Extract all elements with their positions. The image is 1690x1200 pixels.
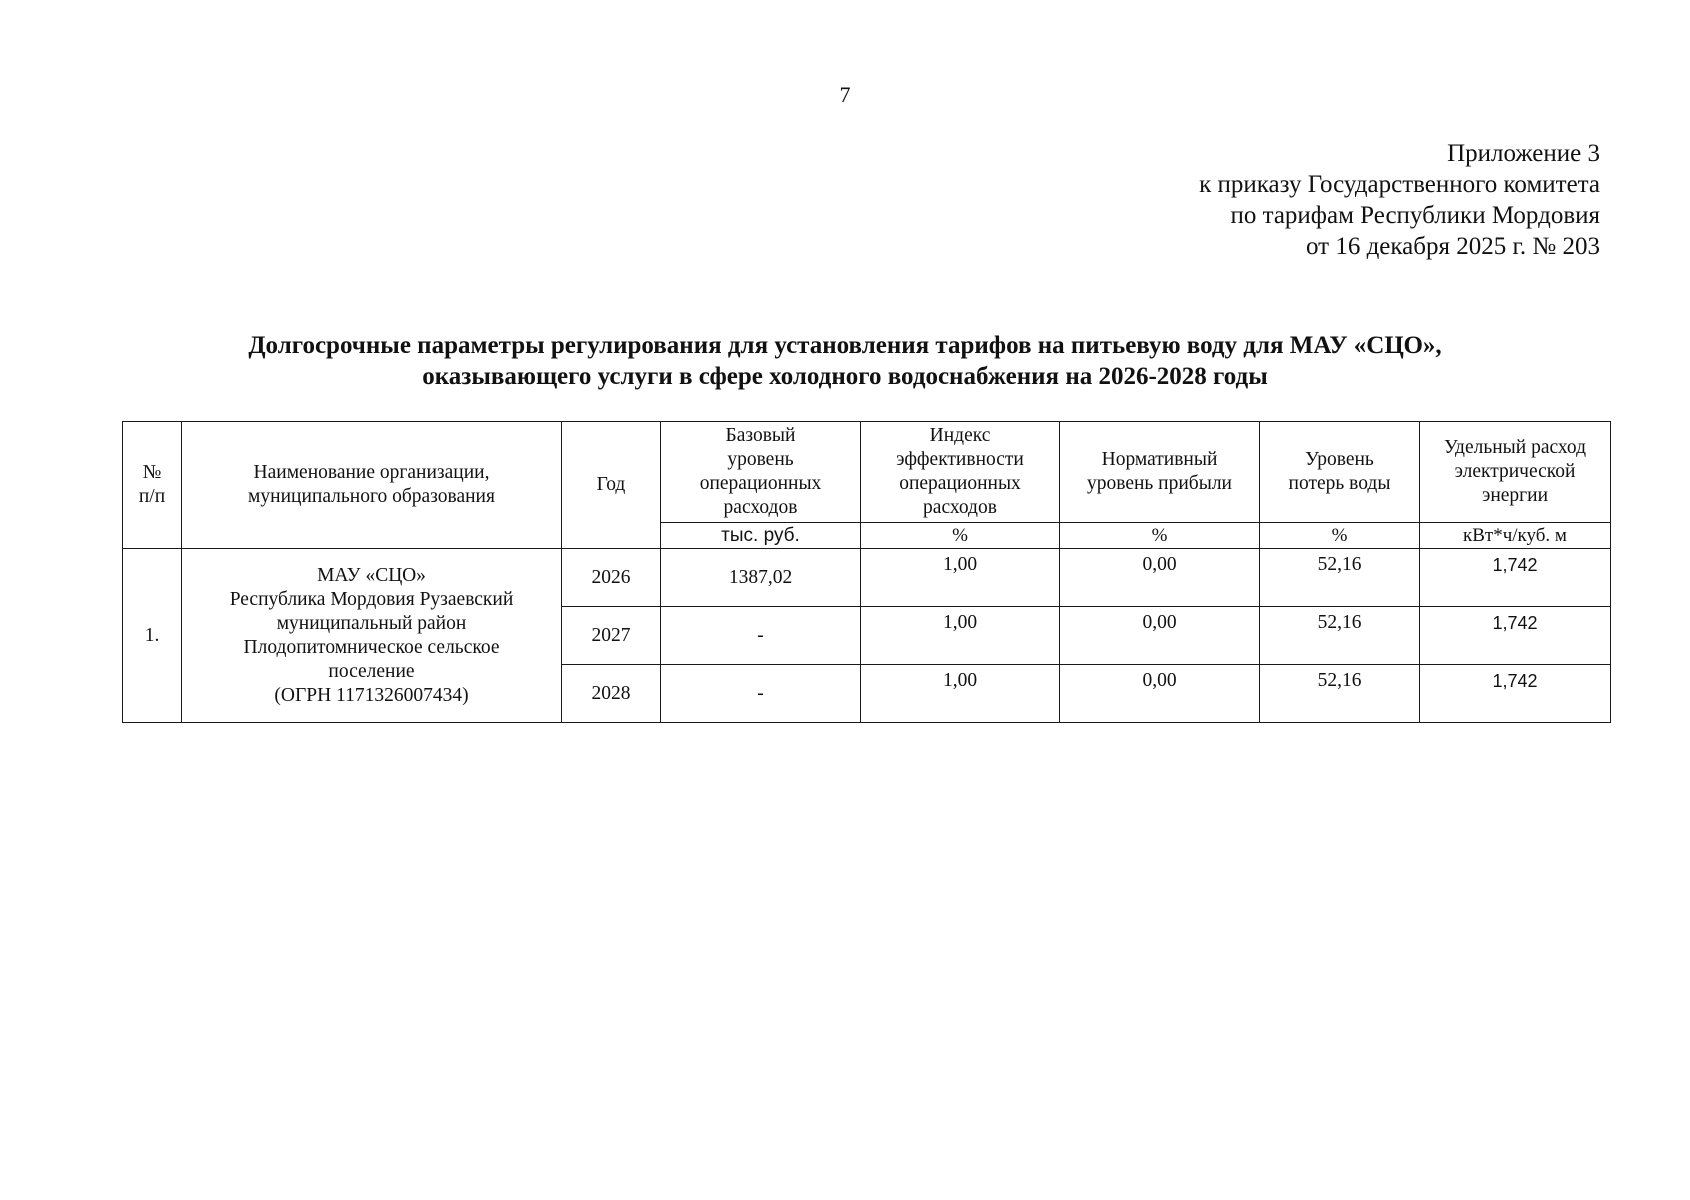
cell-normative-profit: 0,00 xyxy=(1060,665,1260,723)
cell-efficiency-index: 1,00 xyxy=(861,665,1060,723)
cell-year: 2026 xyxy=(562,549,661,607)
cell-base-opex: 1387,02 xyxy=(661,549,861,607)
unit-base-opex: тыс. руб. xyxy=(661,523,861,549)
cell-normative-profit: 0,00 xyxy=(1060,549,1260,607)
organization-name: МАУ «СЦО» Республика Мордовия Рузаевский муниципальный район Плодопитомническое сельское поселение (ОГРН 1171326007434) xyxy=(182,549,562,723)
unit-efficiency-index: % xyxy=(861,523,1060,549)
cell-efficiency-index: 1,00 xyxy=(861,607,1060,665)
cell-base-opex: - xyxy=(661,607,861,665)
cell-energy-consumption: 1,742 xyxy=(1420,665,1611,723)
header-efficiency-index: Индекс эффективности операционных расходов xyxy=(861,422,1060,523)
cell-water-loss: 52,16 xyxy=(1260,607,1420,665)
row-number: 1. xyxy=(123,549,182,723)
cell-water-loss: 52,16 xyxy=(1260,549,1420,607)
parameters-table xyxy=(122,421,1611,723)
header-energy-consumption: Удельный расход электрической энергии xyxy=(1420,422,1611,523)
appendix-line-4: от 16 декабря 2025 г. № 203 xyxy=(1305,233,1600,260)
cell-water-loss: 52,16 xyxy=(1260,665,1420,723)
cell-year: 2028 xyxy=(562,665,661,723)
cell-year: 2027 xyxy=(562,607,661,665)
unit-energy-consumption: кВт*ч/куб. м xyxy=(1420,523,1611,549)
table-header-row xyxy=(123,422,1611,523)
header-water-loss: Уровень потерь воды xyxy=(1260,422,1420,523)
header-base-opex: Базовый уровень операционных расходов xyxy=(661,422,861,523)
unit-normative-profit: % xyxy=(1060,523,1260,549)
appendix-line-2: к приказу Государственного комитета xyxy=(1199,171,1600,198)
title-line-2: оказывающего услуги в сфере холодного водоснабжения на 2026-2028 годы xyxy=(422,363,1268,390)
page-number: 7 xyxy=(839,82,851,107)
header-normative-profit: Нормативный уровень прибыли xyxy=(1060,422,1260,523)
appendix-block xyxy=(1199,138,1600,262)
header-year: Год xyxy=(562,422,661,549)
cell-normative-profit: 0,00 xyxy=(1060,607,1260,665)
unit-water-loss: % xyxy=(1260,523,1420,549)
cell-efficiency-index: 1,00 xyxy=(861,549,1060,607)
title-line-1: Долгосрочные параметры регулирования для установления тарифов на питьевую воду для МАУ «СЦО», xyxy=(248,332,1442,359)
header-number: № п/п xyxy=(123,422,182,549)
appendix-line-1: Приложение 3 xyxy=(1447,140,1600,167)
cell-energy-consumption: 1,742 xyxy=(1420,607,1611,665)
table-row xyxy=(123,549,1611,607)
document-title xyxy=(0,330,1690,392)
header-organization: Наименование организации, муниципального образования xyxy=(182,422,562,549)
appendix-line-3: по тарифам Республики Мордовия xyxy=(1230,202,1600,229)
cell-energy-consumption: 1,742 xyxy=(1420,549,1611,607)
cell-base-opex: - xyxy=(661,665,861,723)
